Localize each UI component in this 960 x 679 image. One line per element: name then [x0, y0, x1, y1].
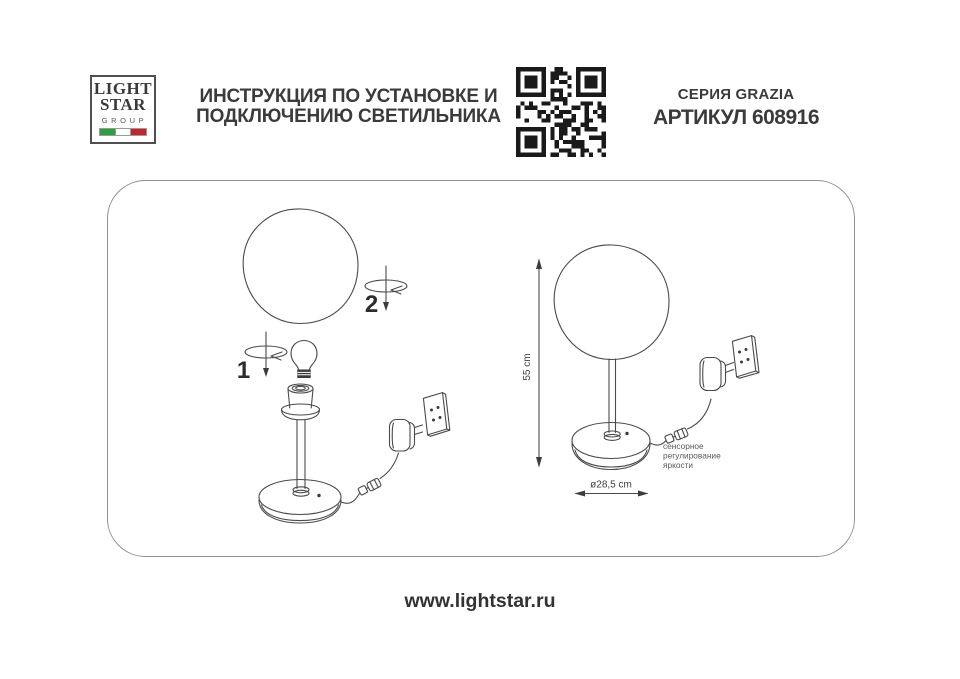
- height-dimension: [522, 259, 542, 468]
- logo-word-star: STAR: [99, 95, 147, 114]
- logo-word-light: LIGHT: [93, 79, 153, 98]
- logo-word-group: GROUP: [101, 116, 148, 125]
- diagram-panel-border: [108, 181, 855, 557]
- lamp-shade-outline: [554, 245, 669, 360]
- touch-note-line3: яркости: [663, 460, 694, 470]
- cord-connector: [358, 478, 382, 496]
- power-cord: [341, 494, 360, 504]
- light-bulb-icon: [291, 341, 317, 378]
- lamp-stem: [604, 359, 620, 440]
- height-label: 55 cm: [522, 353, 533, 381]
- diagram-assembled: [522, 245, 759, 497]
- website-url: www.lightstar.ru: [404, 590, 556, 612]
- touch-control-note: [663, 441, 721, 470]
- touch-note-line1: сенсорное: [663, 441, 704, 451]
- lamp-shade-outline: [243, 209, 358, 324]
- touch-note-line2: регулирование: [663, 450, 721, 461]
- page-title-line2: ПОДКЛЮЧЕНИЮ СВЕТИЛЬНИКА: [196, 106, 501, 127]
- step2-number: 2: [364, 291, 379, 318]
- power-cord: [688, 399, 712, 429]
- lamp-base: [259, 480, 341, 524]
- diameter-dimension: [575, 480, 649, 497]
- lamp-stem: [293, 420, 309, 496]
- power-cord: [380, 453, 399, 479]
- series-label: СЕРИЯ GRAZIA: [677, 86, 795, 103]
- wall-socket: [732, 336, 759, 379]
- page-title-line1: ИНСТРУКЦИЯ ПО УСТАНОВКЕ И: [199, 86, 498, 107]
- power-adapter: [700, 358, 734, 391]
- diameter-label: ø28,5 cm: [590, 479, 632, 491]
- lamp-base: [572, 423, 650, 470]
- wall-socket: [423, 393, 449, 437]
- step1-number: 1: [236, 357, 251, 384]
- rotate-arrow-icon-step1: [245, 332, 287, 377]
- lamp-socket: [282, 384, 320, 420]
- touch-sensor-dot: [625, 432, 628, 435]
- article-number: АРТИКУЛ 608916: [652, 106, 820, 129]
- diagram-disassembled: [237, 209, 450, 523]
- power-adapter: [390, 420, 423, 452]
- touch-sensor-dot: [317, 494, 320, 497]
